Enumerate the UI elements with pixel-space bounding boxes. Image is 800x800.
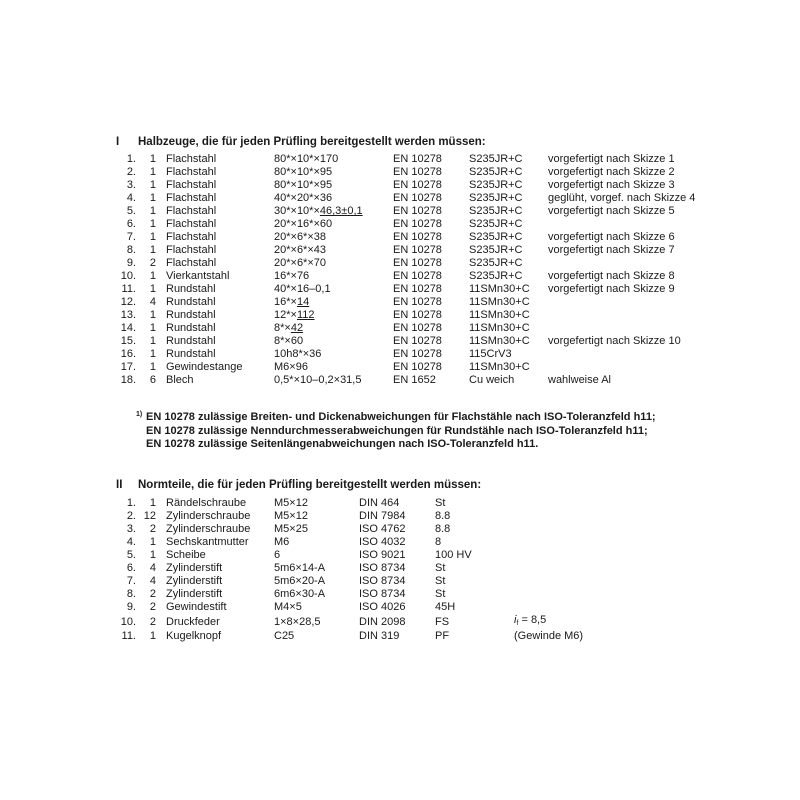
table-row — [114, 153, 695, 166]
item-quantity: 2 — [149, 588, 156, 600]
item-note: wahlweise Al — [548, 374, 611, 386]
semi-finished-parts-body — [114, 153, 695, 387]
dimension-text: 30*×10*× — [274, 205, 320, 217]
item-standard: EN 10278 — [393, 231, 442, 243]
item-quantity: 2 — [149, 601, 156, 613]
item-standard: DIN 7984 — [359, 510, 406, 522]
item-note — [514, 523, 583, 536]
item-quantity: 1 — [149, 536, 156, 548]
item-quantity: 1 — [149, 348, 156, 360]
item-number: 14. — [120, 322, 136, 334]
item-quantity: 1 — [149, 166, 156, 178]
item-dimensions — [274, 309, 393, 322]
item-name: Gewindestift — [166, 601, 227, 613]
item-dimensions: 8*×60 — [274, 335, 304, 347]
item-name: Flachstahl — [166, 244, 217, 256]
item-name: Flachstahl — [166, 218, 217, 230]
item-material: St — [435, 588, 446, 600]
item-name: Vierkantstahl — [166, 270, 230, 282]
item-quantity: 1 — [149, 244, 156, 256]
item-material: 11SMn30+C — [469, 322, 530, 334]
item-note — [548, 257, 695, 270]
item-name: Scheibe — [166, 549, 206, 561]
item-material: 11SMn30+C — [469, 335, 530, 347]
item-material: 11SMn30+C — [469, 361, 530, 373]
note-subscript: f — [516, 620, 519, 627]
item-standard: ISO 4762 — [359, 523, 406, 535]
item-dimensions: 10h8*×36 — [274, 348, 322, 360]
item-material: S235JR+C — [469, 231, 523, 243]
item-name: Rundstahl — [166, 335, 216, 347]
item-name: Flachstahl — [166, 205, 217, 217]
item-quantity: 1 — [149, 270, 156, 282]
item-material: 8 — [435, 536, 442, 548]
table-row — [114, 166, 695, 179]
item-dimensions: 80*×10*×95 — [274, 166, 333, 178]
item-quantity: 1 — [149, 179, 156, 191]
item-note — [514, 588, 583, 601]
item-material: S235JR+C — [469, 244, 523, 256]
item-material: S235JR+C — [469, 218, 523, 230]
dimension-text: 12*× — [274, 309, 297, 321]
item-number: 12. — [120, 296, 136, 308]
item-number: 16. — [120, 348, 136, 360]
note-symbol: i — [514, 614, 517, 626]
item-dimensions: M6×96 — [274, 361, 308, 373]
item-note: vorgefertigt nach Skizze 2 — [548, 166, 675, 178]
item-name: Rundstahl — [166, 283, 216, 295]
item-quantity: 1 — [149, 361, 156, 373]
item-name: Flachstahl — [166, 192, 217, 204]
item-material: St — [435, 497, 446, 509]
table-row — [114, 257, 695, 270]
dimension-text: 8*× — [274, 322, 291, 334]
item-dimensions: 20*×6*×70 — [274, 257, 326, 269]
item-dimensions: M6 — [274, 536, 290, 548]
item-quantity: 1 — [149, 231, 156, 243]
item-standard: EN 10278 — [393, 153, 442, 165]
semi-finished-parts-table — [114, 153, 695, 387]
footnote-line-1: EN 10278 zulässige Breiten- und Dickenabweichungen für Flachstähle nach ISO-Toleranzfeld h11; — [146, 411, 656, 423]
item-name: Rundstahl — [166, 322, 216, 334]
item-note — [514, 536, 583, 549]
item-name: Rändelschraube — [166, 497, 247, 509]
standard-parts-body — [114, 497, 583, 643]
footnote-line-3: EN 10278 zulässige Seitenlängenabweichungen nach ISO-Toleranzfeld h11. — [146, 438, 539, 450]
table-row — [114, 309, 695, 322]
item-standard: EN 10278 — [393, 218, 442, 230]
item-note — [548, 322, 695, 335]
item-standard: EN 10278 — [393, 166, 442, 178]
item-quantity: 6 — [149, 374, 156, 386]
item-standard: ISO 9021 — [359, 549, 406, 561]
item-note — [548, 361, 695, 374]
item-dimensions: M5×12 — [274, 510, 308, 522]
item-quantity: 2 — [149, 615, 156, 628]
table-row — [114, 510, 583, 523]
item-standard: ISO 8734 — [359, 575, 406, 587]
item-quantity: 2 — [149, 257, 156, 269]
item-material: FS — [435, 615, 450, 628]
item-number: 6. — [126, 218, 136, 230]
item-note — [514, 549, 583, 562]
item-standard: ISO 8734 — [359, 588, 406, 600]
section-1-number: I — [116, 136, 120, 148]
item-number: 2. — [126, 166, 136, 178]
item-material: St — [435, 562, 446, 574]
item-name: Zylinderschraube — [166, 510, 251, 522]
item-number: 13. — [120, 309, 136, 321]
item-note: vorgefertigt nach Skizze 8 — [548, 270, 675, 282]
footnote — [136, 411, 656, 452]
item-note: vorgefertigt nach Skizze 3 — [548, 179, 675, 191]
item-quantity: 1 — [149, 309, 156, 321]
item-dimensions: 1×8×28,5 — [274, 615, 321, 628]
item-number: 15. — [120, 335, 136, 347]
item-number: 10. — [120, 270, 136, 282]
item-quantity: 1 — [149, 630, 156, 642]
item-standard: EN 10278 — [393, 192, 442, 204]
item-note: vorgefertigt nach Skizze 7 — [548, 244, 675, 256]
item-name: Sechskantmutter — [166, 536, 249, 548]
item-quantity: 1 — [149, 218, 156, 230]
item-number: 6. — [126, 562, 136, 574]
item-note — [514, 601, 583, 614]
item-note — [514, 614, 583, 630]
item-material: S235JR+C — [469, 179, 523, 191]
item-note — [514, 575, 583, 588]
item-number: 9. — [126, 601, 136, 613]
item-name: Kugelknopf — [166, 630, 222, 642]
item-number: 8. — [126, 588, 136, 600]
item-number: 2. — [126, 510, 136, 522]
item-name: Gewindestange — [166, 361, 243, 373]
item-standard: EN 10278 — [393, 205, 442, 217]
item-quantity: 1 — [149, 497, 156, 509]
item-quantity: 1 — [149, 192, 156, 204]
item-dimensions: 0,5*×10–0,2×31,5 — [274, 374, 362, 386]
table-row — [114, 361, 695, 374]
item-material: 8.8 — [435, 523, 451, 535]
item-name: Rundstahl — [166, 309, 216, 321]
item-standard: EN 10278 — [393, 283, 442, 295]
item-material: 45H — [435, 601, 456, 613]
item-dimensions: C25 — [274, 630, 295, 642]
item-standard: EN 10278 — [393, 296, 442, 308]
item-standard: EN 10278 — [393, 257, 442, 269]
item-number: 17. — [120, 361, 136, 373]
item-quantity: 2 — [149, 523, 156, 535]
item-number: 4. — [126, 536, 136, 548]
item-material: S235JR+C — [469, 257, 523, 269]
item-note — [548, 296, 695, 309]
item-material: PF — [435, 630, 450, 642]
item-standard: EN 10278 — [393, 309, 442, 321]
item-dimensions: 20*×6*×43 — [274, 244, 326, 256]
item-dimensions — [274, 322, 393, 335]
footnote-mark: 1) — [136, 411, 143, 418]
item-dimensions: 40*×16–0,1 — [274, 283, 331, 295]
item-name: Rundstahl — [166, 348, 216, 360]
item-number: 7. — [126, 231, 136, 243]
item-quantity: 1 — [149, 549, 156, 561]
item-name: Zylinderstift — [166, 575, 223, 587]
section-2-heading — [116, 479, 481, 491]
item-dimensions: 20*×16*×60 — [274, 218, 333, 230]
table-row — [114, 283, 695, 296]
item-quantity: 1 — [149, 283, 156, 295]
item-number: 9. — [126, 257, 136, 269]
item-dimensions: 80*×10*×95 — [274, 179, 333, 191]
item-material: S235JR+C — [469, 166, 523, 178]
item-dimensions: 20*×6*×38 — [274, 231, 326, 243]
table-row — [114, 562, 583, 575]
table-row — [114, 601, 583, 614]
item-dimensions: M5×12 — [274, 497, 308, 509]
item-material: 100 HV — [435, 549, 472, 561]
dimension-text: 16*× — [274, 296, 297, 308]
item-number: 1. — [126, 497, 136, 509]
item-quantity: 4 — [149, 575, 156, 587]
item-standard: EN 10278 — [393, 244, 442, 256]
table-row — [114, 244, 695, 257]
item-standard: EN 10278 — [393, 179, 442, 191]
item-name: Zylinderstift — [166, 588, 223, 600]
item-dimensions: M5×25 — [274, 523, 308, 535]
table-row — [114, 335, 695, 348]
item-dimensions: 5m6×14-A — [274, 562, 326, 574]
item-note — [548, 309, 695, 322]
item-standard: EN 10278 — [393, 335, 442, 347]
table-row — [114, 192, 695, 205]
table-row — [114, 588, 583, 601]
table-row — [114, 231, 695, 244]
item-quantity: 1 — [149, 205, 156, 217]
table-row — [114, 205, 695, 218]
table-row — [114, 575, 583, 588]
dimension-tolerance: 112 — [296, 309, 315, 321]
section-1-title: Halbzeuge, die für jeden Prüfling bereitgestellt werden müssen: — [138, 136, 486, 148]
item-standard: DIN 2098 — [359, 615, 406, 628]
item-dimensions — [274, 296, 393, 309]
item-number: 10. — [120, 615, 136, 628]
table-row — [114, 179, 695, 192]
item-note: geglüht, vorgef. nach Skizze 4 — [548, 192, 696, 204]
table-row — [114, 296, 695, 309]
table-row — [114, 218, 695, 231]
item-number: 3. — [126, 179, 136, 191]
item-standard: EN 10278 — [393, 348, 442, 360]
item-number: 5. — [126, 205, 136, 217]
item-name: Blech — [166, 374, 194, 386]
item-dimensions — [274, 205, 393, 218]
item-note: vorgefertigt nach Skizze 5 — [548, 205, 675, 217]
item-note: vorgefertigt nach Skizze 10 — [548, 335, 681, 347]
item-note — [514, 510, 583, 523]
item-number: 11. — [121, 283, 136, 295]
item-material: 11SMn30+C — [469, 309, 530, 321]
item-name: Rundstahl — [166, 296, 216, 308]
item-note — [514, 562, 583, 575]
item-quantity: 4 — [149, 296, 156, 308]
item-number: 7. — [126, 575, 136, 587]
table-row — [114, 536, 583, 549]
section-2-number: II — [116, 479, 123, 491]
dimension-tolerance: 14 — [296, 296, 310, 308]
item-standard: EN 1652 — [393, 374, 436, 386]
item-material: Cu weich — [469, 374, 515, 386]
item-dimensions: 80*×10*×170 — [274, 153, 339, 165]
table-row — [114, 270, 695, 283]
table-row — [114, 348, 695, 361]
item-standard: EN 10278 — [393, 270, 442, 282]
item-dimensions: 16*×76 — [274, 270, 310, 282]
item-note: vorgefertigt nach Skizze 9 — [548, 283, 675, 295]
item-note — [548, 348, 695, 361]
item-material: 8.8 — [435, 510, 451, 522]
table-row — [114, 374, 695, 387]
table-row — [114, 322, 695, 335]
item-note: (Gewinde M6) — [514, 630, 584, 642]
item-quantity: 4 — [149, 562, 156, 574]
item-dimensions: 40*×20*×36 — [274, 192, 333, 204]
table-row — [114, 523, 583, 536]
item-material: S235JR+C — [469, 205, 523, 217]
item-name: Flachstahl — [166, 166, 217, 178]
footnote-line-2: EN 10278 zulässige Nenndurchmesserabweichungen für Rundstähle nach ISO-Toleranzfeld h11; — [146, 424, 648, 437]
item-material: St — [435, 575, 446, 587]
item-dimensions: M4×5 — [274, 601, 302, 613]
item-quantity: 1 — [149, 335, 156, 347]
item-number: 3. — [126, 523, 136, 535]
item-name: Zylinderschraube — [166, 523, 251, 535]
item-dimensions: 6m6×30-A — [274, 588, 326, 600]
item-dimensions: 5m6×20-A — [274, 575, 326, 587]
item-quantity: 1 — [149, 322, 156, 334]
item-name: Druckfeder — [166, 615, 220, 628]
item-number: 8. — [126, 244, 136, 256]
table-row — [114, 614, 583, 630]
item-material: 11SMn30+C — [469, 296, 530, 308]
item-note: vorgefertigt nach Skizze 1 — [548, 153, 675, 165]
item-material: 11SMn30+C — [469, 283, 530, 295]
item-material: 115CrV3 — [469, 348, 512, 360]
item-quantity: 12 — [143, 510, 156, 522]
item-number: 4. — [126, 192, 136, 204]
table-row — [114, 549, 583, 562]
dimension-tolerance: 46,3±0,1 — [319, 205, 363, 217]
item-standard: ISO 4032 — [359, 536, 406, 548]
item-standard: DIN 464 — [359, 497, 400, 509]
item-standard: ISO 8734 — [359, 562, 406, 574]
item-quantity: 1 — [149, 153, 156, 165]
section-1-heading — [116, 136, 486, 148]
item-note: vorgefertigt nach Skizze 6 — [548, 231, 675, 243]
item-number: 11. — [121, 630, 136, 642]
item-number: 1. — [126, 153, 136, 165]
table-row — [114, 497, 583, 510]
item-name: Flachstahl — [166, 179, 217, 191]
item-standard: ISO 4026 — [359, 601, 406, 613]
item-material: S235JR+C — [469, 192, 523, 204]
table-row — [114, 630, 583, 643]
item-name: Flachstahl — [166, 153, 217, 165]
item-name: Zylinderstift — [166, 562, 223, 574]
item-number: 5. — [126, 549, 136, 561]
item-note — [548, 218, 695, 231]
item-note — [514, 497, 583, 510]
item-standard: DIN 319 — [359, 630, 400, 642]
item-standard: EN 10278 — [393, 361, 442, 373]
dimension-tolerance: 42 — [290, 322, 304, 334]
item-name: Flachstahl — [166, 257, 217, 269]
item-material: S235JR+C — [469, 270, 523, 282]
item-number: 18. — [120, 374, 136, 386]
standard-parts-table — [114, 497, 583, 643]
section-2-title: Normteile, die für jeden Prüfling bereitgestellt werden müssen: — [138, 479, 482, 491]
item-material: S235JR+C — [469, 153, 523, 165]
note-value: = 8,5 — [518, 614, 547, 626]
item-standard: EN 10278 — [393, 322, 442, 334]
item-name: Flachstahl — [166, 231, 217, 243]
item-dimensions: 6 — [274, 549, 281, 561]
